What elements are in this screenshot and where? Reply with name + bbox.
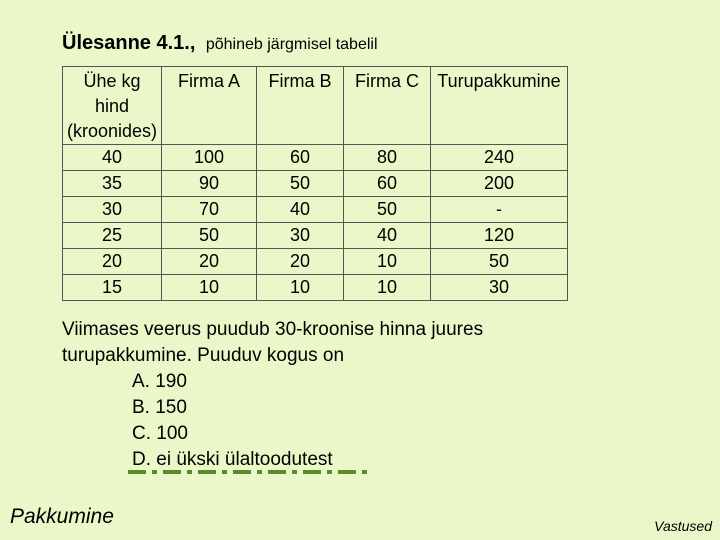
header-firm-c: Firma C: [344, 67, 431, 145]
option-c[interactable]: C. 100: [132, 423, 188, 444]
cell-market: 240: [431, 145, 568, 171]
cell-firm-a: 10: [162, 275, 257, 301]
cell-price: 15: [63, 275, 162, 301]
answer-options: [62, 369, 483, 473]
cell-firm-c: 10: [344, 275, 431, 301]
header-firm-b: Firma B: [257, 67, 344, 145]
cell-firm-c: 40: [344, 223, 431, 249]
table-row: [63, 249, 568, 275]
cell-market: 200: [431, 171, 568, 197]
cell-firm-b: 10: [257, 275, 344, 301]
cell-price: 35: [63, 171, 162, 197]
table-row: [63, 197, 568, 223]
title-main: Ülesanne 4.1.,: [62, 32, 196, 54]
cell-firm-c: 50: [344, 197, 431, 223]
cell-market: -: [431, 197, 568, 223]
cell-firm-b: 40: [257, 197, 344, 223]
cell-firm-c: 60: [344, 171, 431, 197]
table-row: [63, 145, 568, 171]
question-line-2: turupakkumine. Puuduv kogus on: [62, 345, 345, 366]
nav-link-pakkumine[interactable]: Pakkumine: [10, 505, 114, 528]
table-row: [63, 275, 568, 301]
cell-firm-a: 20: [162, 249, 257, 275]
cell-market: 120: [431, 223, 568, 249]
cell-firm-a: 100: [162, 145, 257, 171]
cell-firm-a: 50: [162, 223, 257, 249]
nav-link-vastused[interactable]: Vastused: [654, 518, 712, 534]
cell-firm-b: 60: [257, 145, 344, 171]
slide-title: [62, 32, 378, 55]
cell-firm-c: 80: [344, 145, 431, 171]
cell-price: 30: [63, 197, 162, 223]
table-row: [63, 171, 568, 197]
supply-table: [62, 66, 568, 301]
cell-price: 25: [63, 223, 162, 249]
question-line-1: Viimases veerus puudub 30-kroonise hinna juures: [62, 319, 484, 340]
table-header-row: [63, 67, 568, 145]
header-firm-a: Firma A: [162, 67, 257, 145]
cell-market: 50: [431, 249, 568, 275]
cell-firm-a: 70: [162, 197, 257, 223]
dashed-underline: [128, 470, 370, 474]
cell-market: 30: [431, 275, 568, 301]
cell-firm-a: 90: [162, 171, 257, 197]
header-price: Ühe kg hind (kroonides): [63, 67, 162, 145]
question-block: [62, 317, 483, 473]
option-d[interactable]: D. ei ükski ülaltoodutest: [132, 449, 333, 470]
option-b[interactable]: B. 150: [132, 397, 187, 418]
option-a[interactable]: A. 190: [132, 371, 187, 392]
cell-price: 20: [63, 249, 162, 275]
cell-firm-b: 50: [257, 171, 344, 197]
table-row: [63, 223, 568, 249]
header-market-supply: Turupakkumine: [431, 67, 568, 145]
cell-firm-c: 10: [344, 249, 431, 275]
title-subtitle: põhineb järgmisel tabelil: [205, 36, 378, 53]
cell-price: 40: [63, 145, 162, 171]
cell-firm-b: 20: [257, 249, 344, 275]
cell-firm-b: 30: [257, 223, 344, 249]
